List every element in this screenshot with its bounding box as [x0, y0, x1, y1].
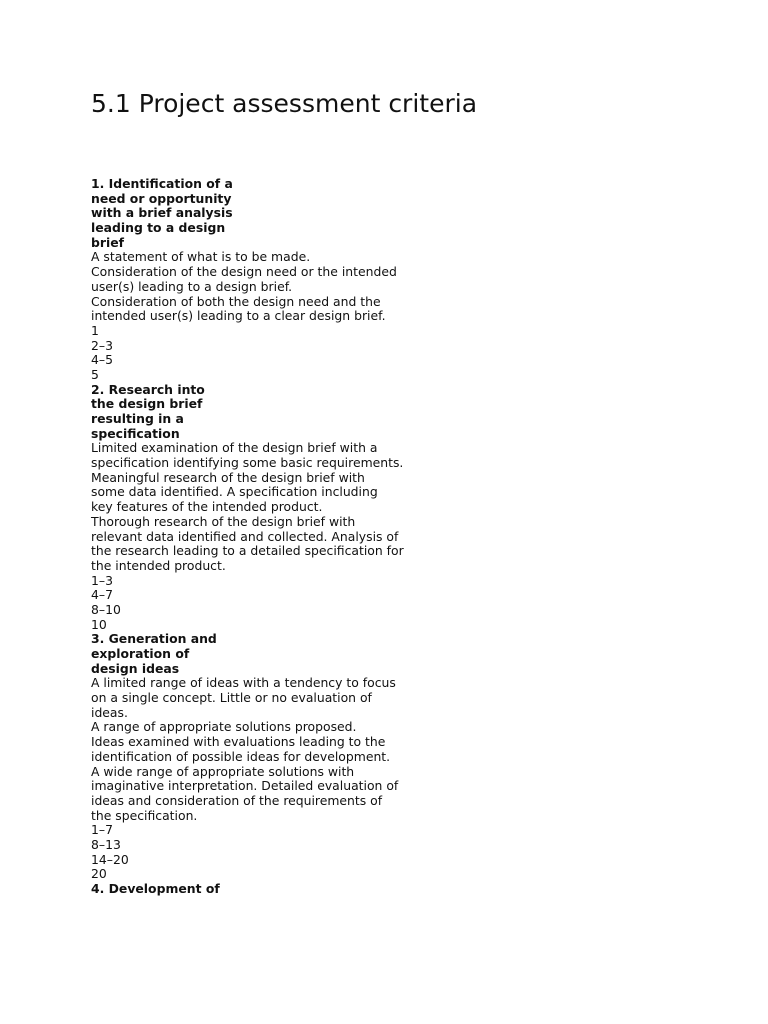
criterion-heading-line: brief: [91, 234, 125, 250]
criterion-heading-line: specification: [91, 425, 180, 441]
criterion-text-line: some data identified. A specification including: [91, 484, 378, 500]
criterion-text-line: 10: [91, 616, 107, 632]
criterion-heading-line: 3. Generation and: [91, 631, 217, 647]
criterion-heading-line: with a brief analysis: [91, 205, 233, 221]
criterion-text-line: imaginative interpretation. Detailed evaluation of: [91, 778, 399, 794]
criterion-text-line: the specification.: [91, 807, 198, 823]
criterion-text-line: ideas and consideration of the requirements of: [91, 792, 383, 808]
criterion-text-line: A limited range of ideas with a tendency to focus: [91, 675, 396, 691]
criterion-text-line: the research leading to a detailed specification for: [91, 543, 404, 559]
criterion-text-line: Ideas examined with evaluations leading to the: [91, 734, 386, 750]
criterion-text-line: 4–7: [91, 587, 113, 603]
criterion-text-line: specification identifying some basic requirements.: [91, 455, 404, 471]
criterion-text-line: Thorough research of the design brief with: [91, 513, 356, 529]
criterion-heading-line: 1. Identification of a: [91, 176, 233, 191]
criterion-text-line: 8–10: [91, 601, 121, 617]
criterion-text-line: Consideration of the design need or the intended: [91, 264, 397, 280]
criterion-text-line: ideas.: [91, 704, 128, 720]
criterion-text-line: Consideration of both the design need and the: [91, 293, 381, 309]
criterion-text-line: 14–20: [91, 851, 129, 867]
criteria-text-block: [91, 177, 691, 897]
criterion-text-line: identification of possible ideas for development.: [91, 748, 391, 764]
criterion-text-line: 1–7: [91, 822, 113, 838]
criterion-text-line: 4–5: [91, 352, 113, 368]
criterion-text-line: A wide range of appropriate solutions with: [91, 763, 355, 779]
criterion-text-line: 1: [91, 322, 99, 338]
criterion-text-line: 1–3: [91, 572, 113, 588]
criterion-text-line: 20: [91, 866, 107, 882]
criterion-text-line: A range of appropriate solutions proposed.: [91, 719, 357, 735]
criterion-text-line: Limited examination of the design brief with a: [91, 440, 378, 456]
criterion-text-line: 2–3: [91, 337, 113, 353]
criterion-heading-line: 4. Development of: [91, 881, 220, 896]
criterion-text-line: on a single concept. Little or no evaluation of: [91, 690, 372, 706]
criterion-text-line: user(s) leading to a design brief.: [91, 278, 293, 294]
criterion-heading-line: resulting in a: [91, 411, 184, 426]
criterion-text-line: Meaningful research of the design brief with: [91, 469, 365, 485]
criterion-text-line: the intended product.: [91, 557, 226, 573]
criterion-text-line: relevant data identified and collected. Analysis of: [91, 528, 399, 544]
criterion-text-line: key features of the intended product.: [91, 499, 323, 515]
page-title: 5.1 Project assessment criteria: [91, 89, 478, 118]
criterion-heading-line: 2. Research into: [91, 381, 205, 397]
criterion-text-line: intended user(s) leading to a clear design brief.: [91, 308, 386, 324]
criterion-heading-line: need or opportunity: [91, 190, 232, 206]
criterion-text-line: A statement of what is to be made.: [91, 249, 311, 265]
criterion-heading-line: exploration of: [91, 646, 190, 661]
criterion-heading-line: design ideas: [91, 660, 180, 676]
criterion-text-line: 5: [91, 366, 99, 382]
criterion-text-line: 8–13: [91, 836, 121, 852]
criterion-heading-line: the design brief: [91, 396, 203, 412]
criterion-heading-line: leading to a design: [91, 220, 226, 236]
